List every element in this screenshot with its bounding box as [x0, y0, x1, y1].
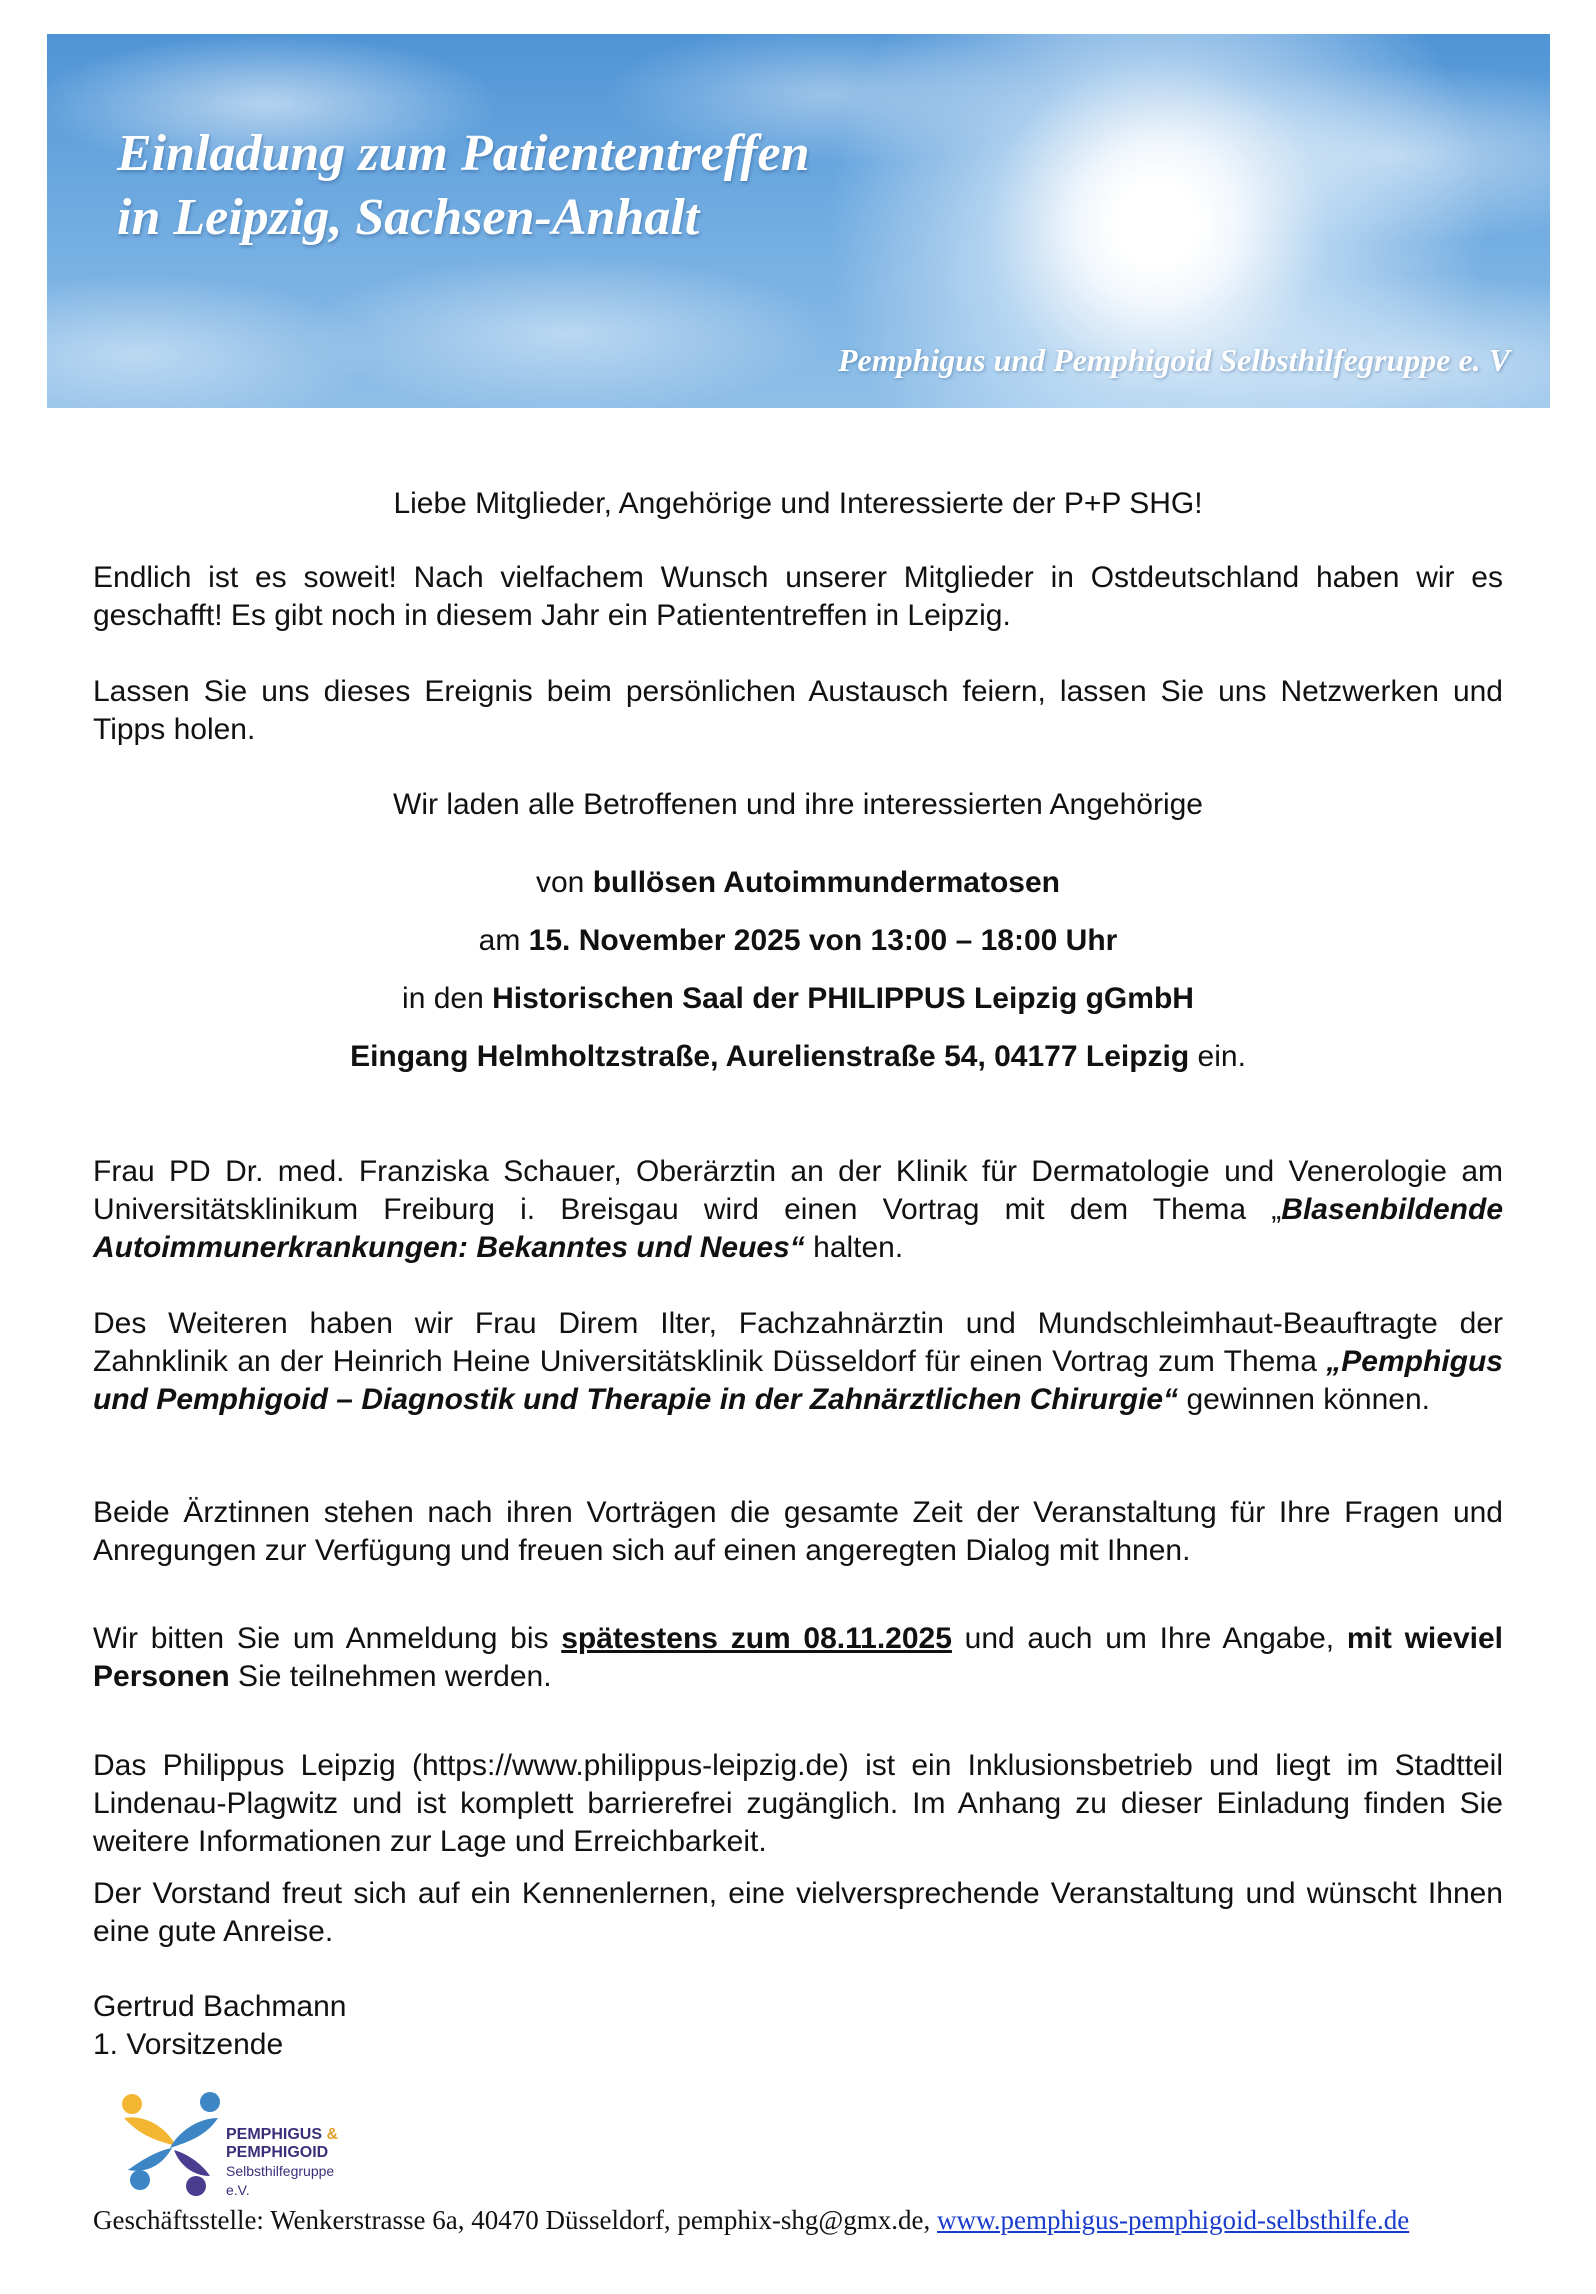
speaker-2-topic: „Pemphigus und Pemphigoid – Diagnostik und Therapie in der Zahnärztlichen Chirurgie“ — [93, 1345, 1503, 1416]
event-venue-line: in den Historischen Saal der PHILIPPUS Leipzig gGmbH — [402, 982, 1194, 1015]
greeting: Liebe Mitglieder, Angehörige und Interessierte der P+P SHG! — [393, 487, 1203, 520]
paragraph-speaker-2: Des Weiteren haben wir Frau Direm Ilter, Fachzahnärztin und Mundschleimhaut-Beauftragte der Zahnklinik an der Heinrich Heine Universitätsklinik Düsseldorf für einen Vortrag zum Thema „Pemphigus und Pemphigoid – Diagnostik und Therapie in der Zahnärztlichen Chirurgie“ gewinnen können. — [93, 1307, 1503, 1416]
paragraph-venue-info: Das Philippus Leipzig (https://www.philippus-leipzig.de) ist ein Inklusionsbetrieb und liegt im Stadtteil Lindenau-Plagwitz und ist komplett barrierefrei zugänglich. Im Anhang zu dieser Einladung finden Sie weitere Informationen zur Lage und Erreichbarkeit. — [93, 1749, 1503, 1858]
title-line-1: Einladung zum Patiententreffen — [117, 125, 810, 182]
event-address: Eingang Helmholtzstraße, Aurelienstraße 54, 04177 Leipzig — [350, 1040, 1190, 1073]
event-venue: Historischen Saal der PHILIPPUS Leipzig gGmbH — [492, 982, 1194, 1015]
footer-contact: Geschäftsstelle: Wenkerstrasse 6a, 40470 Düsseldorf, pemphix-shg@gmx.de, www.pemphigus-pemphigoid-selbsthilfe.de — [93, 2205, 1410, 2235]
event-topic: bullösen Autoimmundermatosen — [592, 866, 1060, 899]
speaker-1-topic: Blasenbildende Autoimmunerkrankungen: Bekanntes und Neues“ — [93, 1193, 1503, 1264]
paragraph-doctors: Beide Ärztinnen stehen nach ihren Vorträgen die gesamte Zeit der Veranstaltung für Ihre Fragen und Anregungen zur Verfügung und freuen sich auf einen angeregten Dialog mit Ihnen. — [93, 1496, 1503, 1567]
paragraph-exchange: Lassen Sie uns dieses Ereignis beim persönlichen Austausch feiern, lassen Sie uns Netzwerken und Tipps holen. — [93, 675, 1503, 746]
paragraph-registration: Wir bitten Sie um Anmeldung bis spätestens zum 08.11.2025 und auch um Ihre Angabe, mit wieviel Personen Sie teilnehmen werden. — [93, 1622, 1503, 1693]
registration-deadline: spätestens zum 08.11.2025 — [561, 1622, 952, 1655]
paragraph-board: Der Vorstand freut sich auf ein Kennenlernen, eine vielversprechende Veranstaltung und wünscht Ihnen eine gute Anreise. — [93, 1877, 1503, 1948]
registration-persons: mit wieviel Personen — [93, 1622, 1503, 1693]
logo-text: PEMPHIGUS & PEMPHIGOID Selbsthilfegruppe e.V. — [226, 2126, 339, 2198]
invite-line: Wir laden alle Betroffenen und ihre interessierten Angehörige — [393, 788, 1203, 821]
signature-role: 1. Vorsitzende — [93, 2028, 284, 2061]
organization-logo — [118, 2088, 358, 2200]
paragraph-intro: Endlich ist es soweit! Nach vielfachem Wunsch unserer Mitglieder in Ostdeutschland haben wir es geschafft! Es gibt noch in diesem Jahr ein Patiententreffen in Leipzig. — [93, 561, 1503, 632]
title-line-2: in Leipzig, Sachsen-Anhalt — [117, 189, 700, 246]
website-link[interactable]: www.pemphigus-pemphigoid-selbsthilfe.de — [937, 2205, 1410, 2235]
organization-name: Pemphigus und Pemphigoid Selbsthilfegruppe e. V — [837, 342, 1510, 378]
header-banner — [47, 34, 1550, 408]
logo-figures-icon — [118, 2088, 228, 2200]
event-date: 15. November 2025 von 13:00 – 18:00 Uhr — [528, 924, 1118, 957]
signature-name: Gertrud Bachmann — [93, 1990, 347, 2023]
invitation-title — [117, 122, 810, 250]
event-date-line: am 15. November 2025 von 13:00 – 18:00 Uhr — [478, 924, 1118, 957]
event-topic-line: von bullösen Autoimmundermatosen — [536, 866, 1060, 899]
paragraph-speaker-1: Frau PD Dr. med. Franziska Schauer, Oberärztin an der Klinik für Dermatologie und Venerologie am Universitätsklinikum Freiburg i. Breisgau wird einen Vortrag mit dem Thema „Blasenbildende Autoimmunerkrankungen: Bekanntes und Neues“ halten. — [93, 1155, 1503, 1264]
event-address-line: Eingang Helmholtzstraße, Aurelienstraße 54, 04177 Leipzig ein. — [350, 1040, 1246, 1073]
